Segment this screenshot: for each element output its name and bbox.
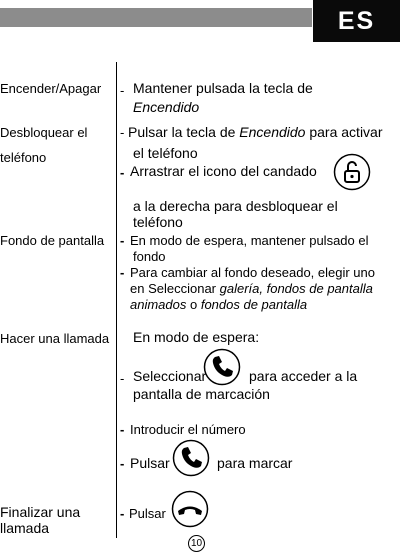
label-power: Encender/Apagar xyxy=(0,81,102,96)
unlock-line-4: a la derecha para desbloquear el xyxy=(133,198,338,214)
wallpaper-line-2: fondo xyxy=(133,249,166,264)
bullet-dash: - xyxy=(120,233,125,248)
phone-icon xyxy=(203,348,241,386)
unlock-line-3: Arrastrar el icono del candado xyxy=(130,163,317,179)
end-call-icon xyxy=(171,490,209,528)
call-line-5b: para marcar xyxy=(217,455,293,471)
unlock-line-5: teléfono xyxy=(133,214,183,230)
label-make-call: Hacer una llamada xyxy=(0,331,110,346)
bullet-dash: - xyxy=(120,83,125,98)
label-end-call-2: llamada xyxy=(0,520,50,536)
wallpaper-line-3: Para cambiar al fondo deseado, elegir uno xyxy=(130,265,375,280)
call-line-5a: Pulsar xyxy=(130,455,170,471)
page-number: 10 xyxy=(188,535,205,552)
end-call-line-1: Pulsar xyxy=(129,506,166,521)
call-line-2b: para acceder a la xyxy=(249,368,358,384)
language-badge: ES xyxy=(313,0,400,42)
header-bar xyxy=(0,8,312,27)
wallpaper-line-5: animados o fondos de pantalla xyxy=(130,297,308,312)
label-end-call-1: Finalizar una xyxy=(0,504,81,520)
bullet-dash: - xyxy=(120,125,125,140)
label-wallpaper: Fondo de pantalla xyxy=(0,233,105,248)
unlocked-padlock-icon xyxy=(333,153,371,191)
phone-icon xyxy=(172,439,210,477)
bullet-dash: - xyxy=(120,422,125,437)
power-line-1: Mantener pulsada la tecla de xyxy=(133,80,313,96)
label-unlock-1: Desbloquear el xyxy=(0,125,88,140)
unlock-line-2: el teléfono xyxy=(133,145,198,161)
power-line-2: Encendido xyxy=(133,99,200,115)
unlock-line-1: Pulsar la tecla de Encendido para activar xyxy=(128,124,383,140)
bullet-dash: - xyxy=(120,456,125,471)
column-divider xyxy=(116,62,117,538)
call-line-2a: Seleccionar xyxy=(133,368,207,384)
bullet-dash: - xyxy=(120,506,125,521)
call-line-1: En modo de espera: xyxy=(133,329,260,345)
bullet-dash: - xyxy=(120,371,125,386)
wallpaper-line-1: En modo de espera, mantener pulsado el xyxy=(130,233,369,248)
call-line-3: pantalla de marcación xyxy=(133,386,270,402)
call-line-4: Introducir el número xyxy=(130,422,246,437)
bullet-dash: - xyxy=(120,265,125,280)
wallpaper-line-4: en Seleccionar galería, fondos de pantalla xyxy=(130,281,373,296)
label-unlock-2: teléfono xyxy=(0,150,47,165)
bullet-dash: - xyxy=(120,165,125,180)
